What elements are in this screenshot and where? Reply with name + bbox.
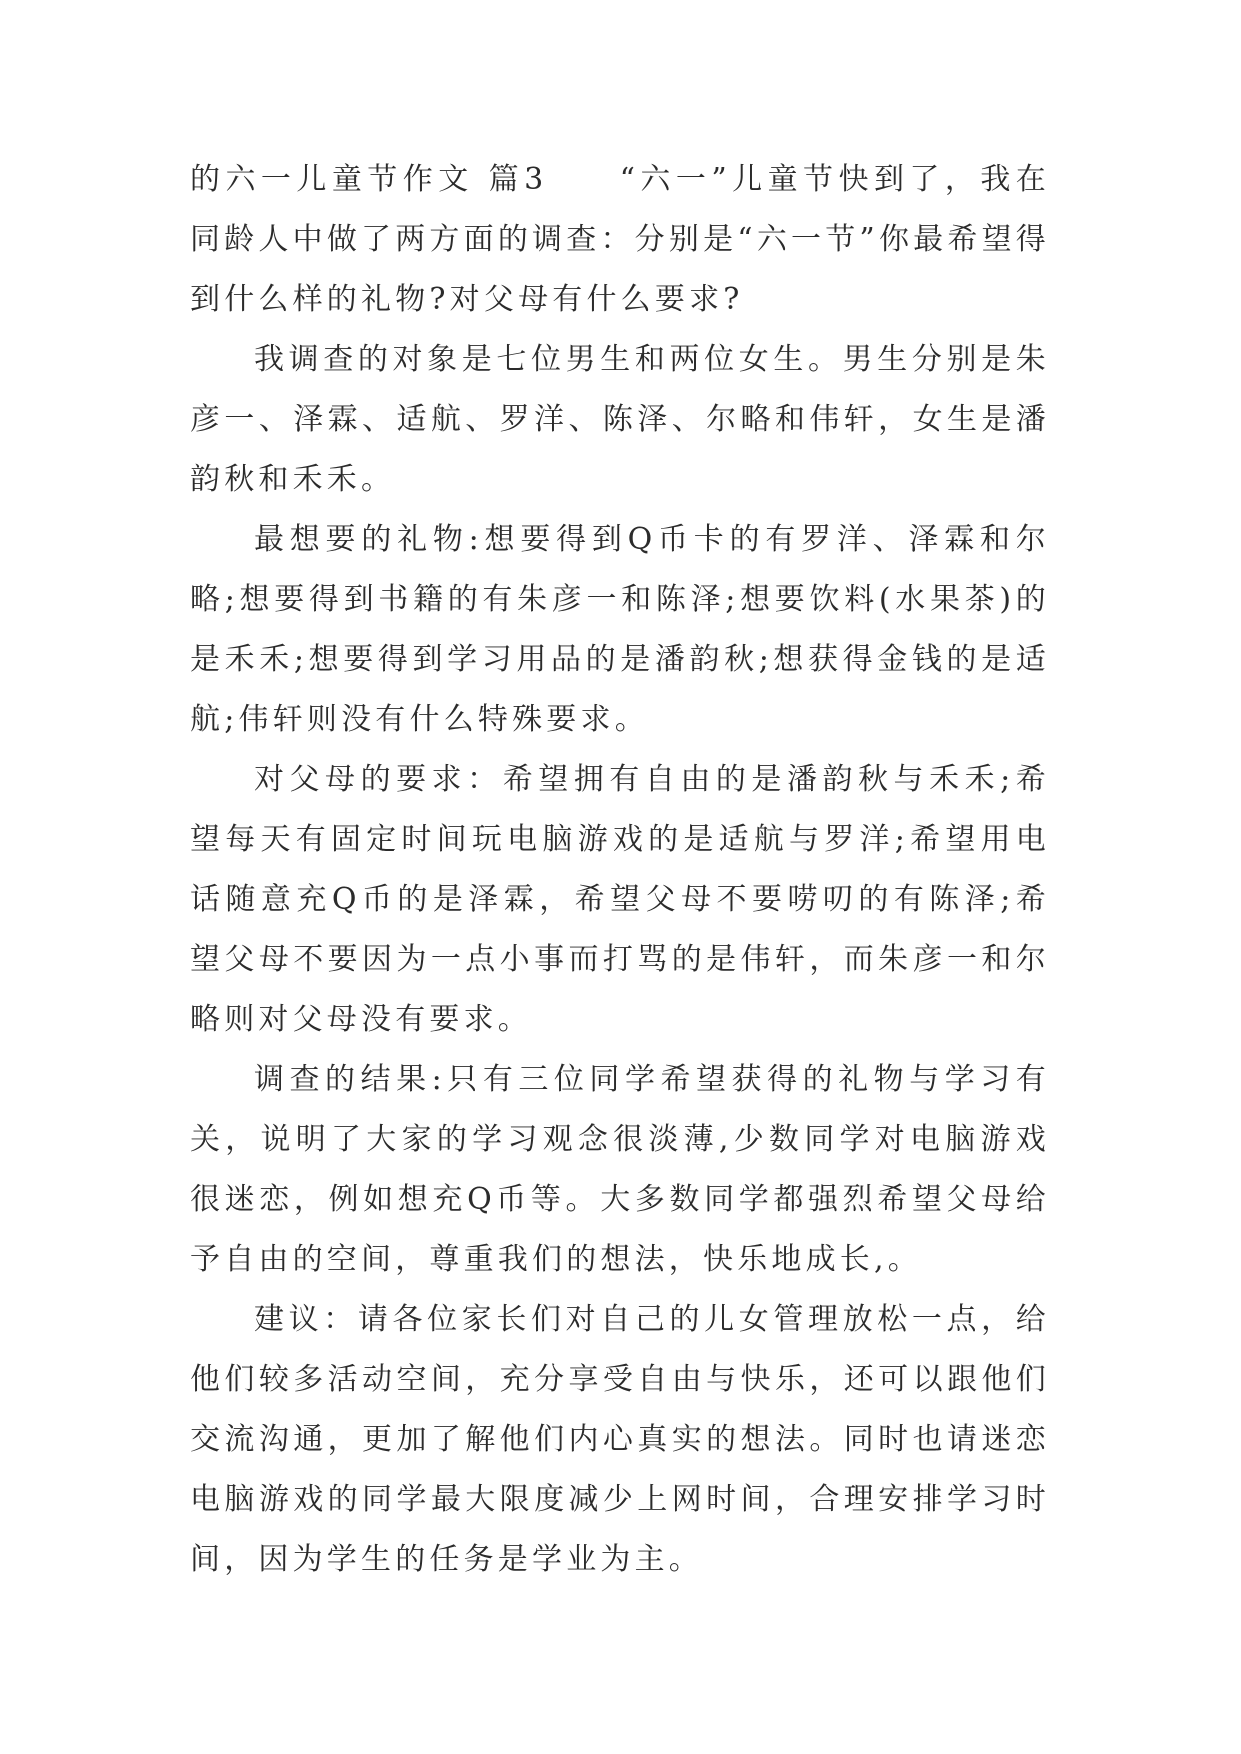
paragraph-desired-gifts: 最想要的礼物:想要得到Q币卡的有罗洋、泽霖和尔略;想要得到书籍的有朱彦一和陈泽;想要饮料(水果茶)的是禾禾;想要得到学习用品的是潘韵秋;想获得金钱的是适航;伟轩则没有什么特殊要求。	[190, 522, 1050, 737]
paragraph-suggestions: 建议：请各位家长们对自己的儿女管理放松一点，给他们较多活动空间，充分享受自由与快乐，还可以跟他们交流沟通，更加了解他们内心真实的想法。同时也请迷恋电脑游戏的同学最大限度减少上网时间，合理安排学习时间，因为学生的任务是学业为主。	[190, 1302, 1050, 1577]
paragraph-survey-subjects: 我调查的对象是七位男生和两位女生。男生分别是朱彦一、泽霖、适航、罗洋、陈泽、尔略和伟轩，女生是潘韵秋和禾禾。	[190, 342, 1050, 497]
paragraph-parent-requests: 对父母的要求：希望拥有自由的是潘韵秋与禾禾;希望每天有固定时间玩电脑游戏的是适航与罗洋;希望用电话随意充Q币的是泽霖，希望父母不要唠叨的有陈泽;希望父母不要因为一点小事而打骂的是伟轩，而朱彦一和尔略则对父母没有要求。	[190, 762, 1050, 1037]
document-body	[190, 150, 1050, 1590]
paragraph-survey-results: 调查的结果:只有三位同学希望获得的礼物与学习有关，说明了大家的学习观念很淡薄,少数同学对电脑游戏很迷恋，例如想充Q币等。大多数同学都强烈希望父母给予自由的空间，尊重我们的想法，快乐地成长,。	[190, 1062, 1050, 1277]
paragraph-intro: 的六一儿童节作文 篇3 “六一”儿童节快到了，我在同龄人中做了两方面的调查：分别是“六一节”你最希望得到什么样的礼物?对父母有什么要求?	[190, 162, 1050, 317]
